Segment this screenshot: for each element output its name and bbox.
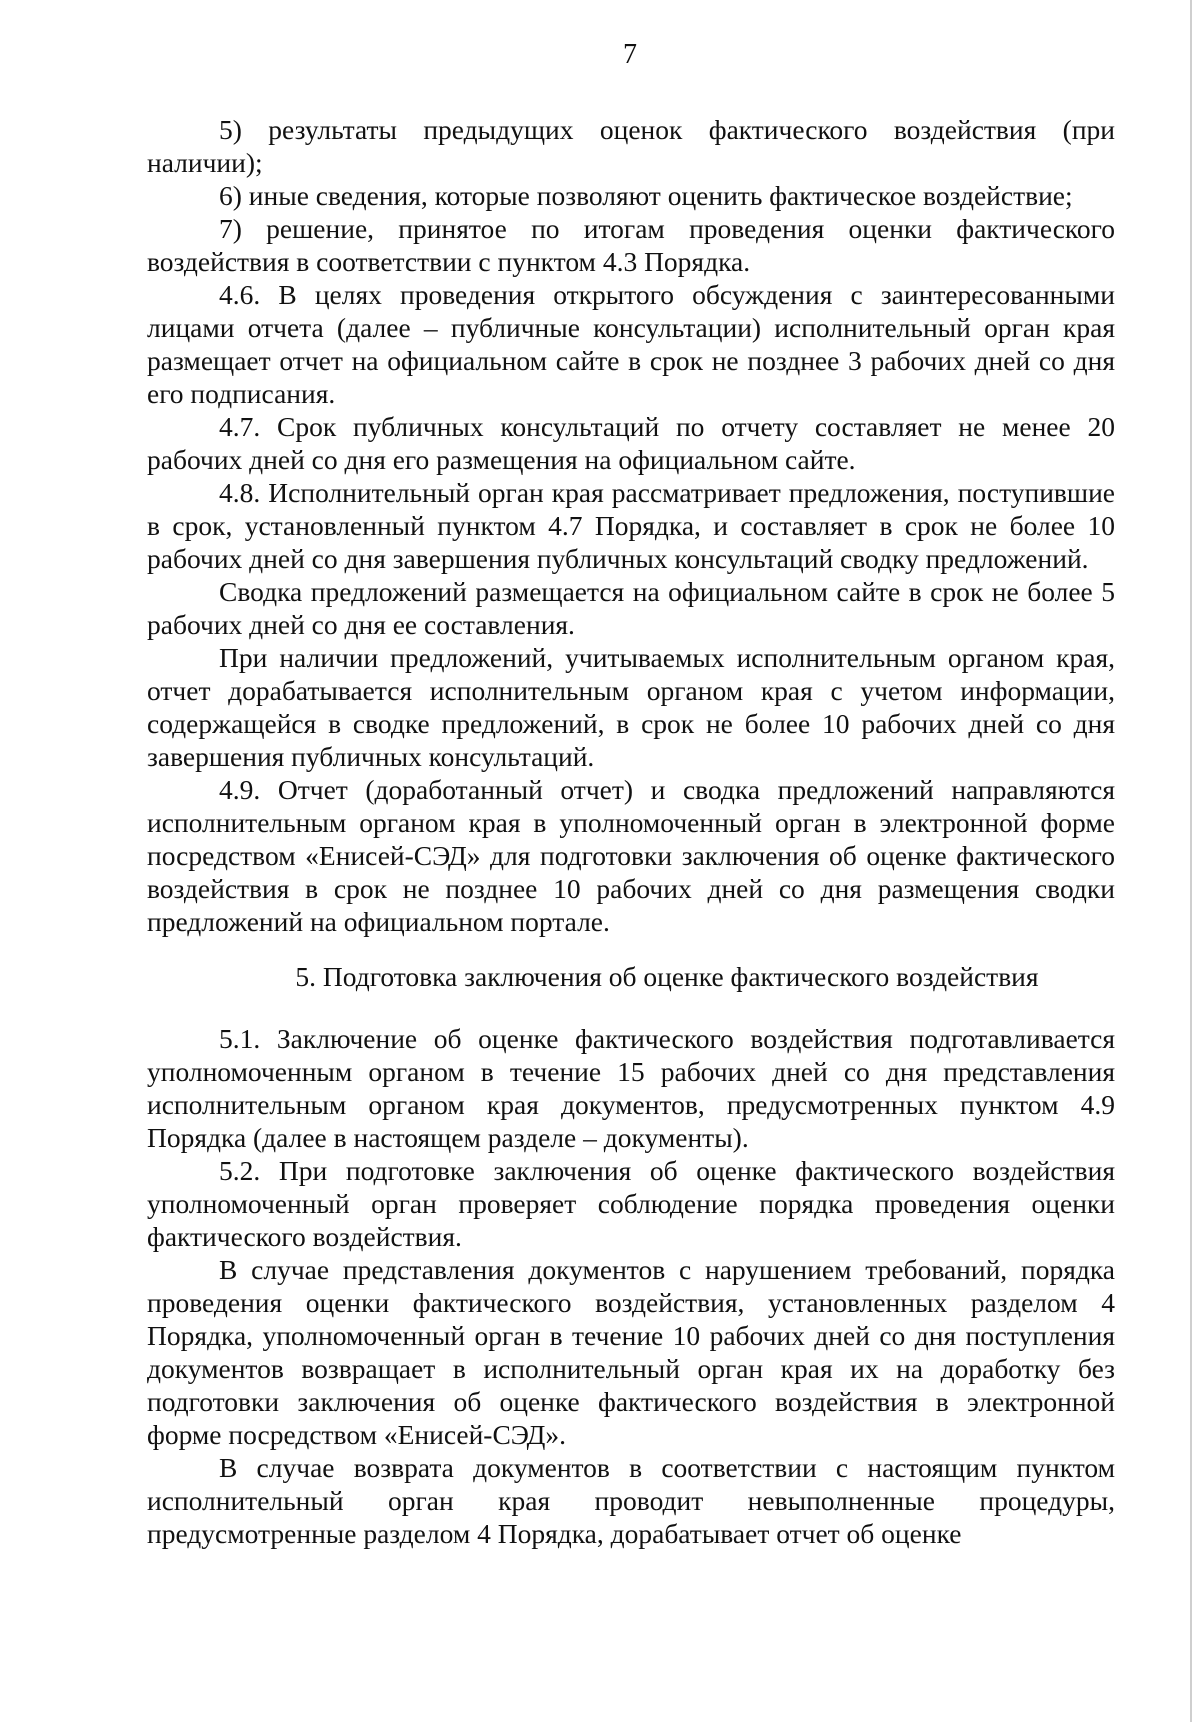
scan-edge-line — [1190, 0, 1192, 1722]
document-body — [147, 113, 1115, 1550]
paragraph-4-9: 4.9. Отчет (доработанный отчет) и сводка предложений направляются исполнительным органом края в уполномоченный орган в электронной форме посредством «Енисей-СЭД» для подготовки заключения об оценке фактического воздействия в срок не позднее 10 рабочих дней со дня размещения сводки предложений на официальном портале. — [147, 774, 1115, 937]
paragraph-4-8: 4.8. Исполнительный орган края рассматривает предложения, поступившие в срок, установленный пунктом 4.7 Порядка, и составляет в срок не более 10 рабочих дней со дня завершения публичных консультаций сводку предложений. — [147, 477, 1115, 574]
section-heading-5: 5. Подготовка заключения об оценке фактического воздействия — [295, 961, 1039, 992]
paragraph-item-6: 6) иные сведения, которые позволяют оценить фактическое воздействие; — [219, 180, 1073, 211]
paragraph-document-return: В случае представления документов с нарушением требований, порядка проведения оценки фактического воздействия, установленных разделом 4 Порядка, уполномоченный орган в течение 10 рабочих дней со дня поступления документов возвращает в исполнительный орган края их на доработку без подготовки заключения об оценке фактического воздействия в электронной форме посредством «Енисей-СЭД». — [147, 1254, 1115, 1450]
paragraph-report-revision: При наличии предложений, учитываемых исполнительным органом края, отчет дорабатывается исполнительным органом края с учетом информации, содержащейся в сводке предложений, в срок не более 10 рабочих дней со дня завершения публичных консультаций. — [147, 642, 1115, 772]
paragraph-4-6: 4.6. В целях проведения открытого обсуждения с заинтересованными лицами отчета (далее – публичные консультации) исполнительный орган края размещает отчет на официальном сайте в срок не позднее 3 рабочих дней со дня его подписания. — [147, 279, 1115, 409]
paragraph-return-procedure: В случае возврата документов в соответствии с настоящим пунктом исполнительный орган края проводит невыполненные процедуры, предусмотренные разделом 4 Порядка, дорабатывает отчет об оценке — [147, 1452, 1115, 1549]
paragraph-summary-publication: Сводка предложений размещается на официальном сайте в срок не более 5 рабочих дней со дня ее составления. — [147, 576, 1115, 640]
paragraph-5-1: 5.1. Заключение об оценке фактического воздействия подготавливается уполномоченным органом в течение 15 рабочих дней со дня представления исполнительным органом края документов, предусмотренных пунктом 4.9 Порядка (далее в настоящем разделе – документы). — [147, 1023, 1115, 1153]
paragraph-item-7: 7) решение, принятое по итогам проведения оценки фактического воздействия в соответствии с пунктом 4.3 Порядка. — [147, 213, 1115, 277]
page-number: 7 — [623, 39, 637, 70]
paragraph-5-2: 5.2. При подготовке заключения об оценке фактического воздействия уполномоченный орган проверяет соблюдение порядка проведения оценки фактического воздействия. — [147, 1155, 1115, 1252]
paragraph-4-7: 4.7. Срок публичных консультаций по отчету составляет не менее 20 рабочих дней со дня его размещения на официальном сайте. — [147, 411, 1115, 475]
paragraph-item-5: 5) результаты предыдущих оценок фактического воздействия (при наличии); — [147, 114, 1115, 178]
